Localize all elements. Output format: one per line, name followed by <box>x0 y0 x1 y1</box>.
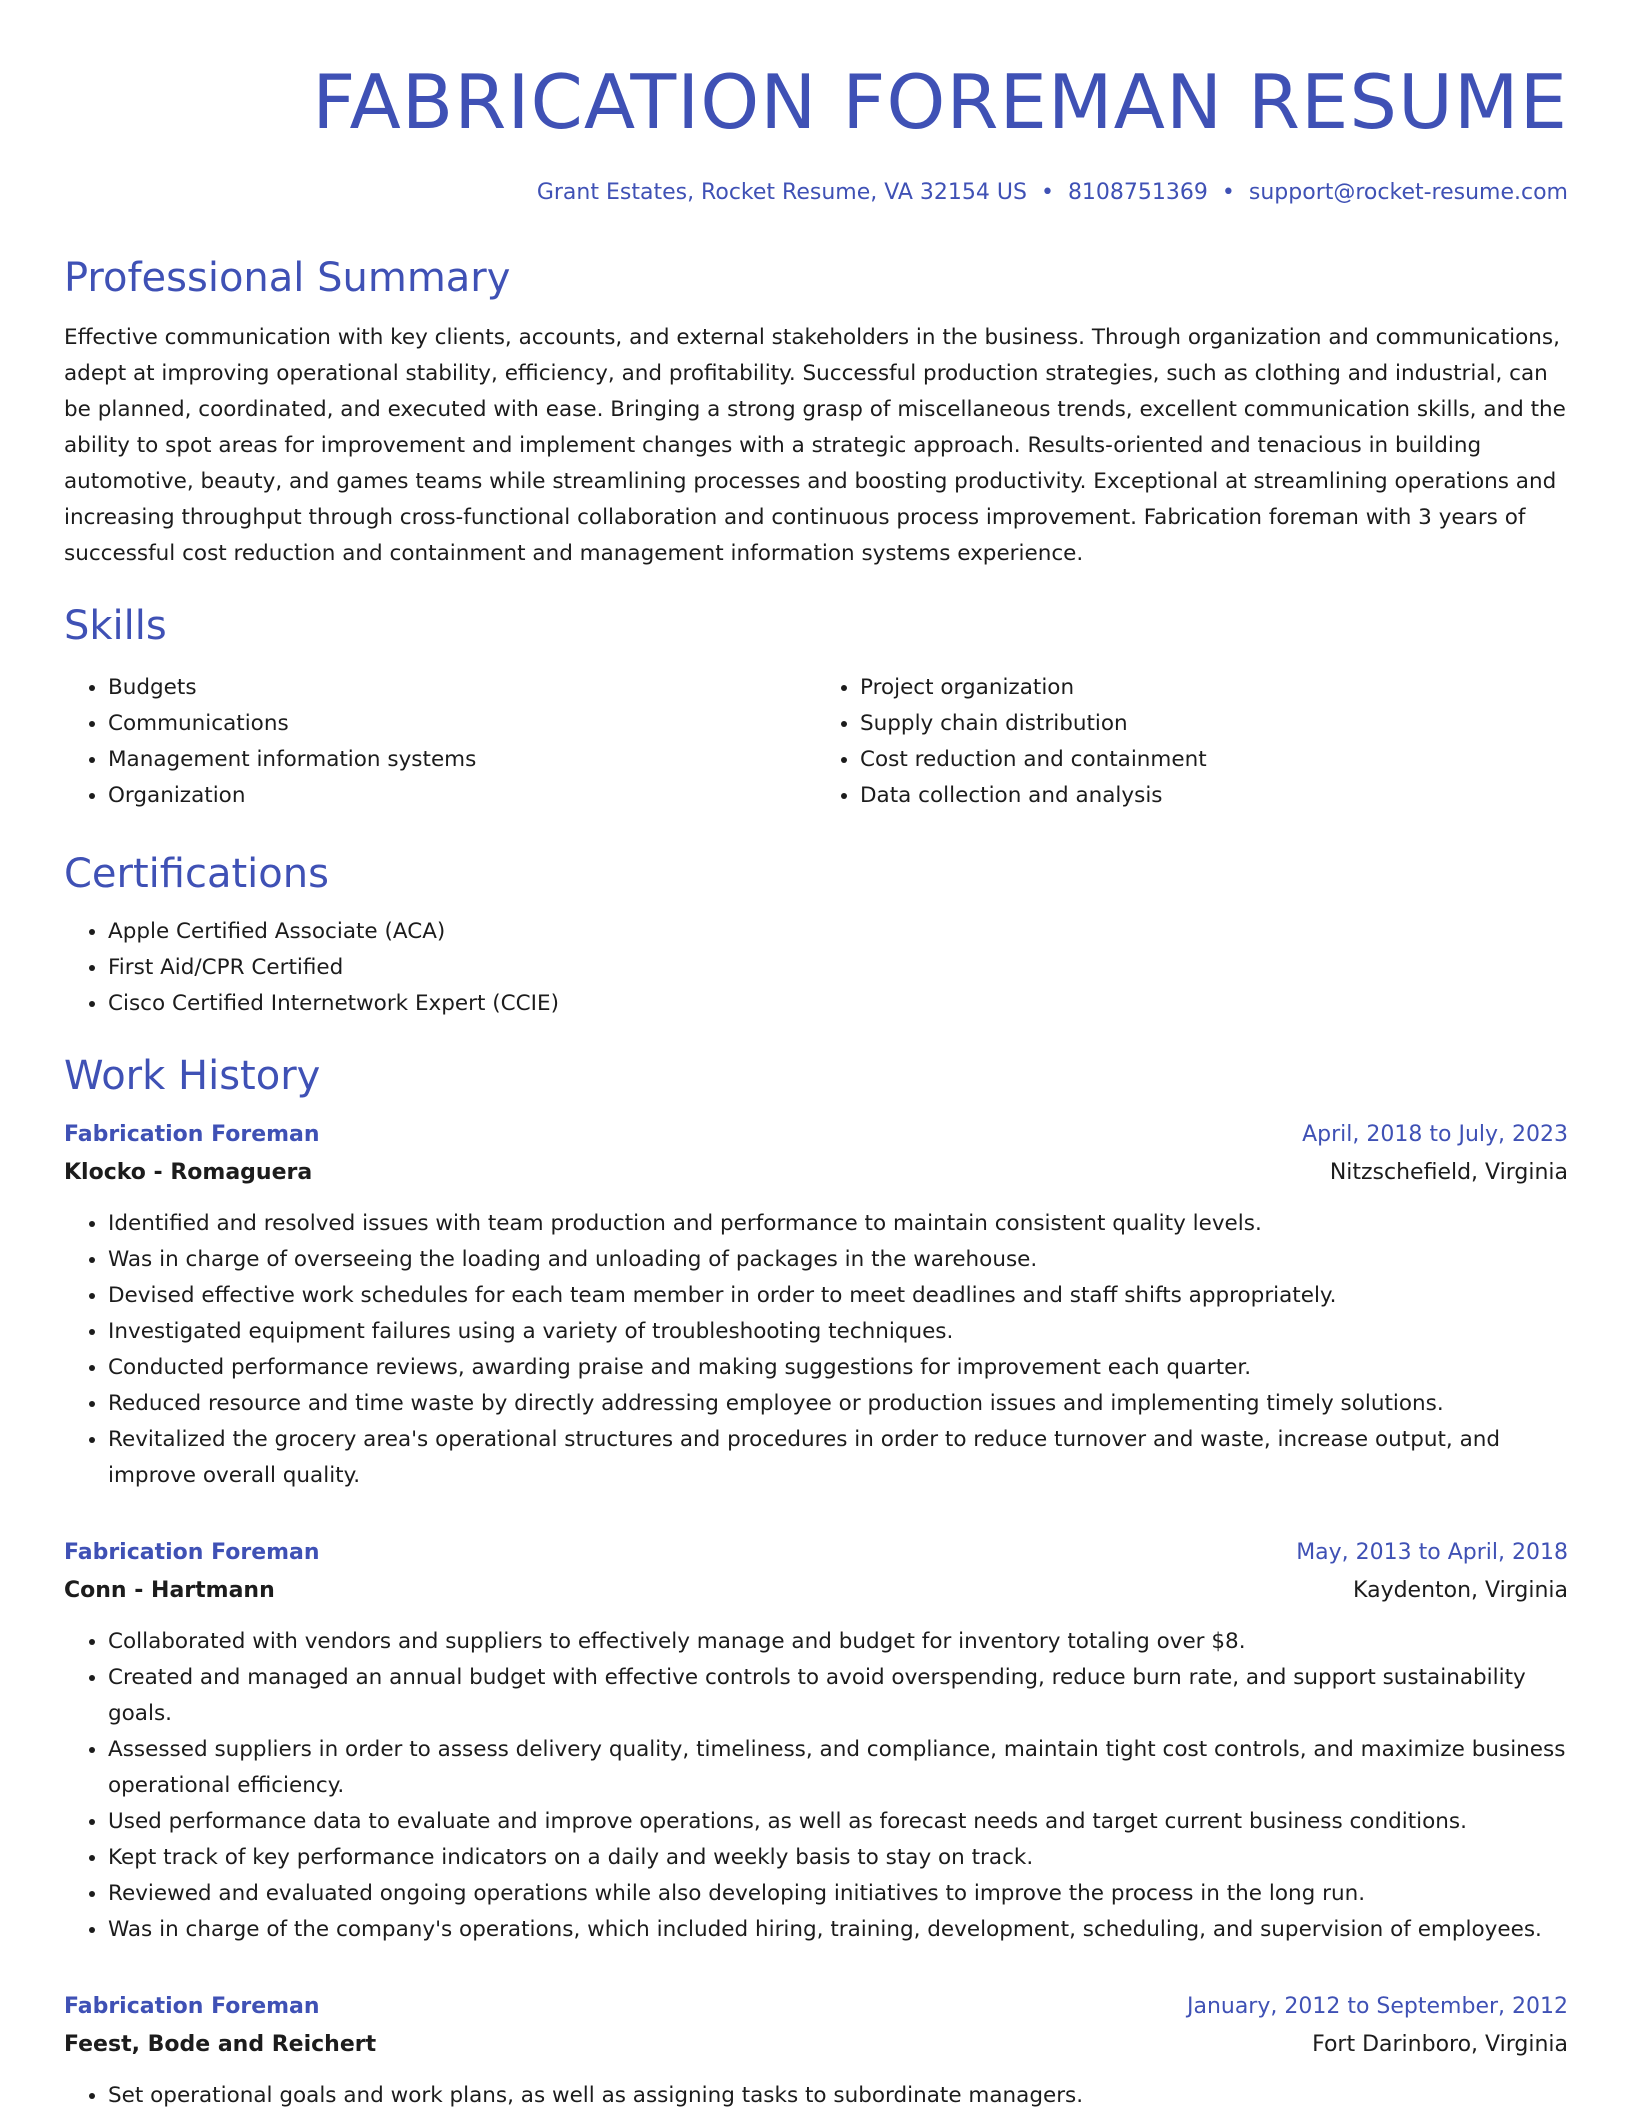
job-title-row <box>64 1536 1568 1570</box>
skill-item: • Communications <box>108 706 816 742</box>
job-title: Fabrication Foreman <box>64 1122 320 1147</box>
job-dates: May, 2013 to April, 2018 <box>1296 1540 1568 1565</box>
job-bullet: • Reduced resource and time waste by directly addressing employee or production issues and implementing timely solutions. <box>108 1386 1568 1422</box>
certifications-list <box>64 914 1568 1022</box>
contact-line <box>64 178 1568 208</box>
skills-heading: Skills <box>64 603 167 649</box>
job-company-row <box>64 1156 1568 1190</box>
skills-list-left <box>64 670 816 814</box>
resume-page <box>64 0 1568 2114</box>
job-bullet: • Collaborated with vendors and suppliers to effectively manage and budget for inventory totaling over $8. <box>108 1624 1568 1660</box>
separator-dot: • <box>1040 180 1054 205</box>
job-bullet: • Investigated equipment failures using a variety of troubleshooting techniques. <box>108 1314 1568 1350</box>
company-name: Klocko - Romaguera <box>64 1160 313 1185</box>
job-location: Fort Darinboro, Virginia <box>1312 2032 1568 2057</box>
job-title: Fabrication Foreman <box>64 1994 320 2019</box>
job-bullets <box>64 1624 1568 1948</box>
work-history-heading: Work History <box>64 1053 321 1099</box>
job-title-row <box>64 1990 1568 2024</box>
job-bullet: • Devised effective work schedules for each team member in order to meet deadlines and staff shifts appropriately. <box>108 1278 1568 1314</box>
job-entry <box>64 1536 1568 1948</box>
job-bullet: • Was in charge of overseeing the loading and unloading of packages in the warehouse. <box>108 1242 1568 1278</box>
summary-text: Effective communication with key clients, accounts, and external stakeholders in the business. Through organization and communications, adept at improving operational stability, efficiency, and profitability. Successful production strategies, such as clothing and industrial, can be planned, coordinated, and executed with ease. Bringing a strong grasp of miscellaneous trends, excellent communication skills, and the ability to spot areas for improvement and implement changes with a strategic approach. Results-oriented and tenacious in building automotive, beauty, and games teams while streamlining processes and boosting productivity. Exceptional at streamlining operations and increasing throughput through cross-functional collaboration and continuous process improvement. Fabrication foreman with 3 years of successful cost reduction and containment and management information systems experience. <box>64 325 1566 566</box>
job-bullet: • Kept track of key performance indicators on a daily and weekly basis to stay on track. <box>108 1840 1568 1876</box>
certification-item: • First Aid/CPR Certified <box>108 950 1568 986</box>
certification-item: • Apple Certified Associate (ACA) <box>108 914 1568 950</box>
job-bullet: • Was in charge of the company's operations, which included hiring, training, development, scheduling, and supervision of employees. <box>108 1912 1568 1948</box>
skill-item: • Project organization <box>860 670 1568 706</box>
job-bullet: • Set operational goals and work plans, as well as assigning tasks to subordinate managers. <box>108 2078 1568 2114</box>
job-bullet: • Identified and resolved issues with team production and performance to maintain consistent quality levels. <box>108 1206 1568 1242</box>
job-title-row <box>64 1118 1568 1152</box>
job-company-row <box>64 2028 1568 2062</box>
job-dates: April, 2018 to July, 2023 <box>1302 1122 1568 1147</box>
job-location: Kaydenton, Virginia <box>1353 1578 1568 1603</box>
phone: 8108751369 <box>1067 180 1208 205</box>
job-bullet: • Assessed suppliers in order to assess delivery quality, timeliness, and compliance, maintain tight cost controls, and maximize business operational efficiency. <box>108 1732 1568 1804</box>
skill-item: • Budgets <box>108 670 816 706</box>
skills-columns <box>64 670 1568 814</box>
email-link[interactable]: support@rocket-resume.com <box>1248 180 1568 205</box>
job-bullets <box>64 1206 1568 1494</box>
certifications-heading: Certifications <box>64 851 329 897</box>
job-bullets <box>64 2078 1568 2114</box>
job-bullet: • Created and managed an annual budget with effective controls to avoid overspending, reduce burn rate, and support sustainability goals. <box>108 1660 1568 1732</box>
job-bullet: • Reviewed and evaluated ongoing operations while also developing initiatives to improve the process in the long run. <box>108 1876 1568 1912</box>
summary-heading: Professional Summary <box>64 255 511 301</box>
job-bullet: • Revitalized the grocery area's operational structures and procedures in order to reduce turnover and waste, increase output, and improve overall quality. <box>108 1422 1568 1494</box>
resume-title: FABRICATION FOREMAN RESUME <box>312 58 1568 146</box>
certification-item: • Cisco Certified Internetwork Expert (CCIE) <box>108 986 1568 1022</box>
skill-item: • Supply chain distribution <box>860 706 1568 742</box>
job-title: Fabrication Foreman <box>64 1540 320 1565</box>
skill-item: • Data collection and analysis <box>860 778 1568 814</box>
job-entry <box>64 1990 1568 2114</box>
job-location: Nitzschefield, Virginia <box>1329 1160 1568 1185</box>
skills-list-right <box>816 670 1568 814</box>
job-entry <box>64 1118 1568 1494</box>
skill-item: • Management information systems <box>108 742 816 778</box>
skill-item: • Cost reduction and containment <box>860 742 1568 778</box>
address: Grant Estates, Rocket Resume, VA 32154 US <box>536 180 1027 205</box>
company-name: Conn - Hartmann <box>64 1578 275 1603</box>
job-bullet: • Used performance data to evaluate and improve operations, as well as forecast needs and target current business conditions. <box>108 1804 1568 1840</box>
skill-item: • Organization <box>108 778 816 814</box>
job-dates: January, 2012 to September, 2012 <box>1186 1994 1568 2019</box>
company-name: Feest, Bode and Reichert <box>64 2032 377 2057</box>
job-bullet: • Conducted performance reviews, awarding praise and making suggestions for improvement each quarter. <box>108 1350 1568 1386</box>
separator-dot: • <box>1221 180 1235 205</box>
job-company-row <box>64 1574 1568 1608</box>
